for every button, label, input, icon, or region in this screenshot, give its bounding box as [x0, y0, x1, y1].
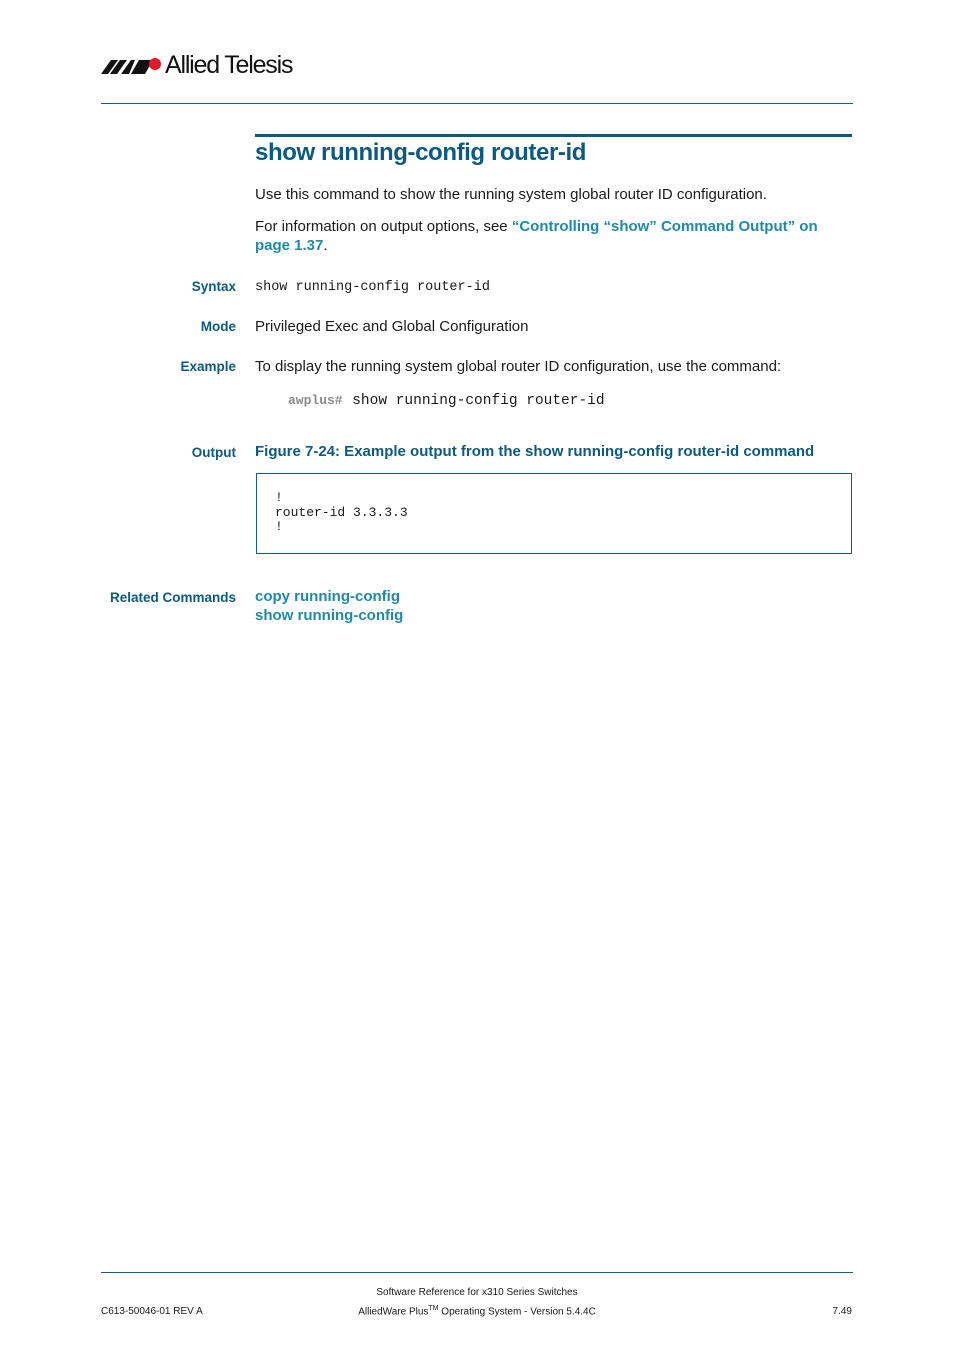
- output-options-period: .: [323, 237, 328, 254]
- footer-os-version: [0, 1305, 954, 1317]
- footer-page-number: 7.49: [832, 1306, 852, 1317]
- output-options-paragraph: [255, 217, 845, 255]
- syntax-label: Syntax: [191, 279, 236, 294]
- cli-prompt: awplus#: [288, 393, 343, 408]
- output-lines: [275, 491, 408, 535]
- controlling-show-output-link[interactable]: “Controlling “show” Command Output” on: [511, 218, 818, 235]
- command-description: Use this command to show the running system global router ID configuration.: [255, 186, 767, 203]
- syntax-command: show running-config router-id: [255, 280, 490, 295]
- header-divider: [101, 103, 853, 104]
- output-label: Output: [191, 445, 236, 460]
- footer-doc-id: C613-50046-01 REV A: [101, 1306, 203, 1317]
- mode-text: Privileged Exec and Global Configuration: [255, 318, 529, 335]
- mode-label: Mode: [200, 319, 236, 334]
- output-line: router-id 3.3.3.3: [275, 504, 408, 520]
- footer-os-version-text: Operating System - Version 5.4.4C: [438, 1306, 596, 1318]
- trademark-sup: TM: [428, 1305, 439, 1312]
- page-title: show running-config router-id: [255, 139, 587, 166]
- output-line: !: [275, 519, 283, 534]
- allied-telesis-logo-mark: [101, 52, 165, 80]
- example-command-line: [288, 391, 605, 409]
- example-command: show running-config router-id: [352, 393, 605, 409]
- allied-telesis-logo: [101, 52, 301, 80]
- related-link-show-running-config[interactable]: show running-config: [255, 607, 404, 624]
- example-text: To display the running system global router ID configuration, use the command:: [255, 358, 782, 375]
- footer-doc-title: Software Reference for x310 Series Switches: [376, 1287, 578, 1298]
- footer-divider: [101, 1272, 853, 1273]
- logo-wordmark: Allied Telesis: [165, 51, 293, 79]
- title-rule: [255, 134, 852, 137]
- related-commands-label: Related Commands: [109, 590, 236, 605]
- figure-caption: Figure 7-24: Example output from the show running-config router-id command: [255, 443, 815, 460]
- related-link-copy-running-config[interactable]: copy running-config: [255, 588, 400, 605]
- output-box: [256, 473, 852, 554]
- controlling-show-output-page-link[interactable]: page 1.37: [255, 237, 324, 254]
- footer-os-name: AlliedWare Plus: [358, 1306, 429, 1318]
- output-line: !: [275, 490, 283, 505]
- example-label: Example: [180, 359, 236, 374]
- output-options-text: For information on output options, see: [255, 218, 512, 235]
